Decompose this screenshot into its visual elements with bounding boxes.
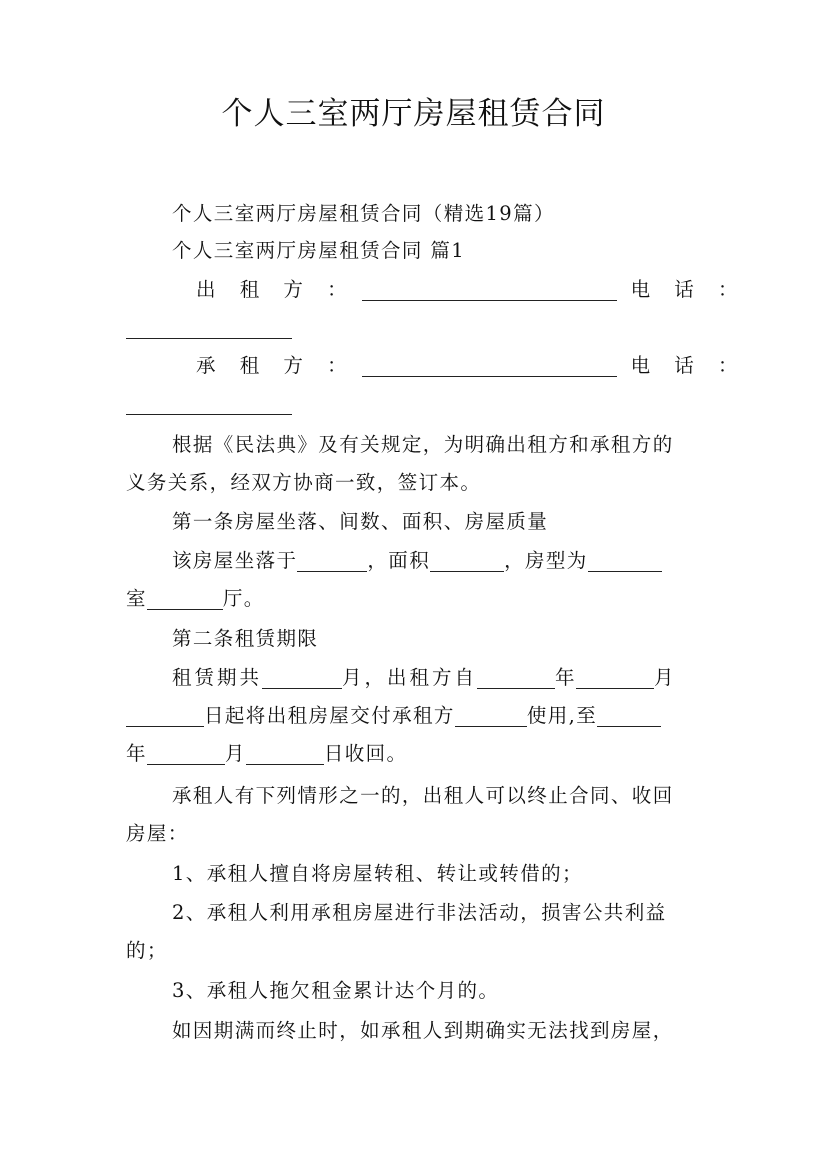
lessee-phone-label: 电 话 ：: [630, 354, 747, 377]
lessor-line: [196, 271, 747, 309]
termination-item-2-line-2: 的；: [126, 939, 168, 962]
start-year-blank: [477, 666, 555, 689]
a2-text-7: 年: [126, 742, 147, 765]
article-2-line-2: [126, 697, 702, 735]
a1-text-3: ，房型为: [504, 549, 588, 572]
a2-text-8: 月: [224, 742, 246, 765]
end-day-blank: [246, 742, 324, 765]
lessee-label: 承 租 方 ：: [196, 354, 356, 377]
lessor-phone-blank: [126, 316, 292, 339]
a1-text-5: 厅。: [222, 587, 265, 610]
a2-text-5: 日起将出租房屋交付承租方: [204, 704, 455, 727]
start-month-blank: [576, 666, 654, 689]
section-heading: 个人三室两厅房屋租赁合同 篇1: [172, 239, 466, 262]
document-title: 个人三室两厅房屋租赁合同: [221, 96, 606, 132]
lessor-phone-blank-line: [126, 309, 702, 347]
basis-paragraph-line-2: 义务关系，经双方协商一致，签订本。: [126, 471, 482, 494]
a2-text-2: 月，出租方自: [342, 666, 478, 689]
a2-text-4: 月: [653, 666, 675, 689]
termination-item-3: 3、承租人拖欠租金累计达个月的。: [172, 979, 500, 1002]
termination-item-2-line-1: 2、承租人利用承租房屋进行非法活动，损害公共利益: [172, 901, 667, 924]
termination-paragraph-line-2: 房屋：: [126, 822, 189, 845]
article-1-line-2: [126, 580, 702, 618]
article-2-heading: 第二条租赁期限: [172, 627, 319, 650]
start-day-blank: [126, 704, 204, 727]
hall-count-blank: [147, 587, 223, 610]
lessor-label: 出 租 方 ：: [196, 278, 356, 301]
room-count-blank: [588, 549, 662, 572]
a1-text-2: ，面积: [367, 549, 431, 572]
termination-item-1: 1、承租人擅自将房屋转租、转让或转借的；: [172, 862, 583, 885]
term-months-blank: [262, 666, 342, 689]
lessee-phone-blank-line: [126, 385, 702, 423]
termination-paragraph-line-1: 承租人有下列情形之一的，出租人可以终止合同、收回: [172, 784, 674, 807]
basis-paragraph-line-1: 根据《民法典》及有关规定，为明确出租方和承租方的: [172, 433, 674, 456]
lessor-phone-label: 电 话 ：: [630, 278, 747, 301]
location-blank: [297, 549, 367, 572]
lessee-name-blank: [362, 354, 617, 377]
article-1-heading: 第一条房屋坐落、间数、面积、房屋质量: [172, 510, 549, 533]
a2-text-6: 使用,至: [526, 704, 598, 727]
a1-text-4: 室: [126, 587, 147, 610]
a2-text-3: 年: [555, 666, 576, 689]
a2-text-1: 租赁期共: [172, 666, 263, 689]
expiry-paragraph-line-1: 如因期满而终止时，如承租人到期确实无法找到房屋，: [172, 1019, 674, 1042]
article-2-line-3: [126, 735, 702, 773]
article-1-line-1: [172, 542, 702, 580]
lessor-name-blank: [362, 278, 617, 301]
a2-text-9: 日收回。: [323, 742, 408, 765]
area-blank: [430, 549, 504, 572]
lessee-line: [196, 347, 747, 385]
delivery-blank: [455, 704, 527, 727]
end-month-blank: [147, 742, 225, 765]
article-2-line-1: [172, 659, 702, 697]
a1-text-1: 该房屋坐落于: [172, 549, 298, 572]
document-subtitle: 个人三室两厅房屋租赁合同（精选19篇）: [172, 202, 555, 225]
end-year-blank: [597, 704, 661, 727]
lessee-phone-blank: [126, 392, 292, 415]
